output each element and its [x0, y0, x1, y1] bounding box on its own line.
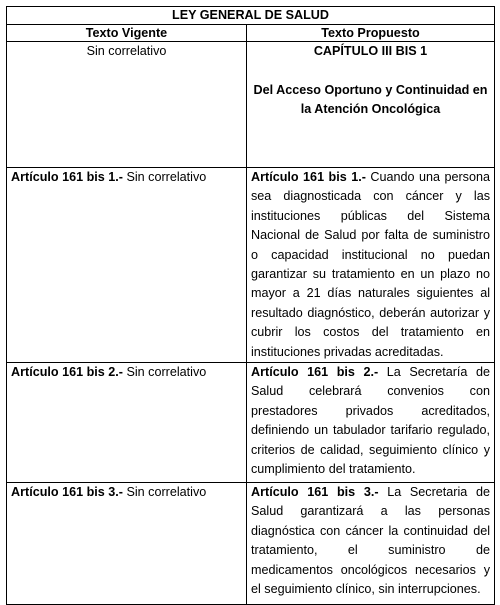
table-row: [7, 168, 495, 363]
chapter-subtitle: Del Acceso Oportuno y Continuidad en la Atención Oncológica: [253, 82, 488, 117]
header-texto-propuesto: Texto Propuesto: [247, 25, 495, 42]
article-label: Artículo 161 bis 1.-: [251, 170, 366, 184]
article-text: Cuando una persona sea diagnosticada con cáncer y las instituciones públicas del Sistema Nacional de Salud por falta de suministro o capacidad institucional no puedan garantizar su tratamiento en un plazo no mayor a 21 días naturales siguientes al resultado diagnóstico, deberán autorizar y cubrir los costos del tratamiento en instituciones privadas acreditadas.: [251, 170, 490, 359]
article-text: Sin correlativo: [122, 485, 207, 500]
table-row: [7, 42, 495, 168]
article-label: Artículo 161 bis 3.-: [11, 485, 123, 500]
table-title: LEY GENERAL DE SALUD: [7, 7, 495, 25]
comparison-table: [6, 6, 495, 605]
chapter-heading: CAPÍTULO III BIS 1: [313, 44, 428, 58]
article-label: Artículo 161 bis 2.-: [251, 365, 379, 380]
article-label: Artículo 161 bis 1.-: [11, 170, 123, 184]
table-row: [7, 363, 495, 483]
article-text: Sin correlativo: [122, 170, 207, 184]
cell-propuesto: [247, 363, 495, 483]
header-texto-vigente: Texto Vigente: [7, 25, 247, 42]
cell-propuesto: [247, 483, 495, 605]
spacer: [251, 61, 490, 80]
cell-vigente: [7, 168, 247, 363]
article-text: Sin correlativo: [122, 365, 207, 380]
cell-vigente: [7, 363, 247, 483]
table-row: [7, 483, 495, 605]
header-row: [7, 25, 495, 42]
cell-vigente: [7, 483, 247, 605]
article-label: Artículo 161 bis 3.-: [251, 485, 379, 500]
cell-propuesto: [247, 168, 495, 363]
cell-propuesto: [247, 42, 495, 168]
article-text: La Secretaria de Salud garantizará a las personas diagnóstica con cáncer la continuidad del tratamiento, el suministro de medicamentos oncológicos necesarios y el seguimiento clínico, sin interrupciones.: [251, 485, 490, 597]
article-text: La Secretaría de Salud celebrará convenios con prestadores privados acreditados, definiendo un tabulador tarifario regulado, criterios de calidad, seguimiento clínico y cumplimiento del tratamiento.: [251, 365, 490, 477]
title-row: [7, 7, 495, 25]
cell-vigente: Sin correlativo: [7, 42, 247, 168]
article-label: Artículo 161 bis 2.-: [11, 365, 123, 380]
